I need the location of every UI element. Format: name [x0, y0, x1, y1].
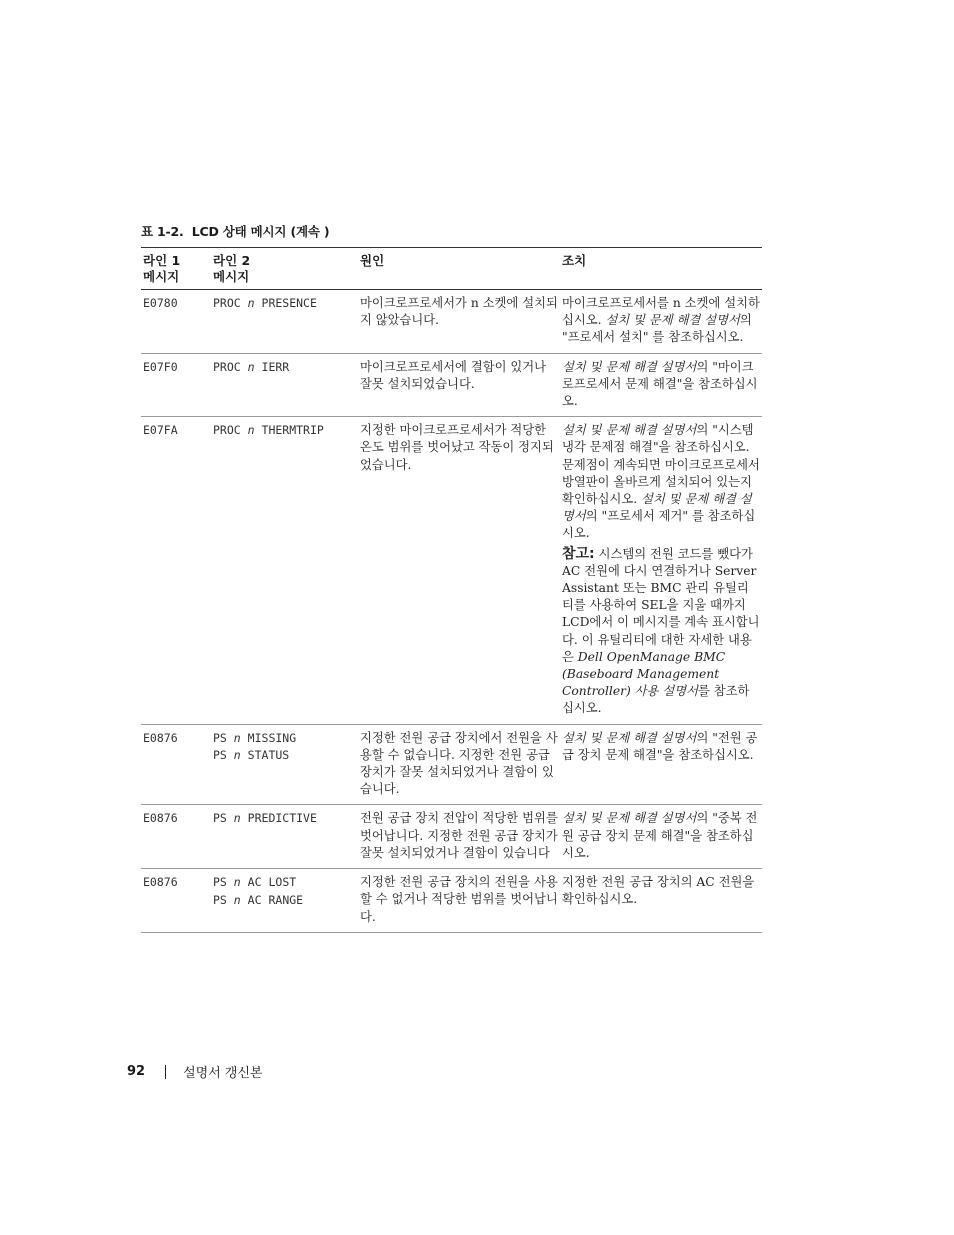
- message-code: E0876: [141, 724, 211, 805]
- table-caption: [141, 222, 329, 240]
- action-paragraph: [562, 295, 760, 347]
- text-part: 지정한 전원 공급 장치의 AC 전원을 확인하십시오.: [562, 875, 755, 907]
- table-row: [141, 417, 762, 724]
- cause-text-body: 전원 공급 장치 전압이 적당한 범위를 벗어납니다. 지정한 전원 공급 장치가 잘못 설치되었거나 결함이 있습니다: [360, 811, 558, 860]
- lcd-message-line: PS n STATUS: [213, 748, 290, 763]
- lcd-message-line: PROC n IERR: [213, 359, 290, 374]
- table-header-row: [141, 248, 762, 290]
- header-line2-message: 라인 2 메시지: [211, 248, 358, 290]
- action-text: [560, 417, 762, 724]
- action-paragraph: [562, 810, 760, 862]
- lcd-line2-message: [211, 417, 358, 724]
- cause-text-body: 지정한 전원 공급 장치에서 전원을 사용할 수 없습니다. 지정한 전원 공급 장치가 잘못 설치되었거나 결함이 있습니다.: [360, 730, 558, 797]
- cause-text: [358, 353, 560, 417]
- cause-text: [358, 869, 560, 933]
- lcd-message-line: PROC n THERMTRIP: [213, 423, 324, 438]
- action-text: [560, 353, 762, 417]
- message-code: E0780: [141, 290, 211, 354]
- text-part: 를 참조하십시오.: [562, 684, 750, 716]
- lcd-line2-message: [211, 869, 358, 933]
- lcd-line2-message: [211, 724, 358, 805]
- lcd-message-line: PROC n PRESENCE: [213, 296, 317, 310]
- cause-text: [358, 805, 560, 869]
- cause-text-body: 마이크로프로세서가 n 소켓에 설치되지 않았습니다.: [360, 296, 558, 328]
- action-paragraph: [562, 359, 760, 411]
- action-text: [560, 805, 762, 869]
- table-row: [141, 724, 762, 805]
- message-code: E0876: [141, 805, 211, 869]
- action-text: [560, 290, 762, 354]
- doc-reference: Dell OpenManage BMC (Baseboard Management Controller) 사용 설명서: [562, 649, 726, 699]
- action-text: [560, 724, 762, 805]
- doc-reference: 설치 및 문제 해결 설명서: [605, 313, 740, 328]
- text-part: 의 "마이크로프로세서 문제 해결"을 참조하십시오.: [562, 359, 758, 409]
- message-code: E07F0: [141, 353, 211, 417]
- header-cause: 원인: [358, 248, 560, 290]
- lcd-status-table: [141, 247, 762, 933]
- table-row: [141, 353, 762, 417]
- page-number: 92: [127, 1064, 146, 1079]
- cause-text-body: 지정한 전원 공급 장치의 전원을 사용할 수 없거나 적당한 범위를 벗어납니다.: [360, 875, 558, 924]
- message-code: E07FA: [141, 417, 211, 724]
- footer-title: 설명서 갱신본: [183, 1066, 263, 1081]
- text-part: 시스템의 전원 코드를 뺐다가 AC 전원에 다시 연결하거나 Server Assistant 또는 BMC 관리 유틸리티를 사용하여 SEL을 지울 때까지 LCD에서 이 메시지를 계속 표시합니다. 이 유틸리티에 대한 자세한 내용은: [562, 546, 760, 664]
- header-line1-message: 라인 1 메시지: [141, 248, 211, 290]
- note-label: 참고:: [562, 545, 595, 562]
- lcd-message-line: PS n MISSING: [213, 730, 297, 745]
- cause-text: [358, 724, 560, 805]
- doc-reference: 설치 및 문제 해결 설명서: [562, 492, 752, 524]
- table-title: LCD 상태 메시지 (계속 ): [191, 224, 330, 239]
- doc-reference: 설치 및 문제 해결 설명서: [562, 359, 697, 374]
- text-part: 의 "전원 공급 장치 문제 해결"을 참조하십시오.: [562, 730, 758, 762]
- cause-text-body: 마이크로프로세서에 결함이 있거나 잘못 설치되었습니다.: [360, 359, 546, 391]
- doc-reference: 설치 및 문제 해결 설명서: [562, 423, 697, 438]
- page-footer: [127, 1062, 263, 1081]
- action-paragraph: [562, 730, 760, 764]
- table-number: 표 1-2.: [141, 224, 184, 239]
- doc-reference: 설치 및 문제 해결 설명서: [562, 811, 697, 826]
- action-text: [560, 869, 762, 933]
- doc-reference: 설치 및 문제 해결 설명서: [562, 730, 697, 745]
- lcd-line2-message: [211, 290, 358, 354]
- lcd-message-line: PS n AC RANGE: [213, 892, 304, 907]
- lcd-line2-message: [211, 353, 358, 417]
- footer-divider: [165, 1065, 166, 1079]
- cause-text: [358, 290, 560, 354]
- lcd-message-line: PS n AC LOST: [213, 875, 297, 890]
- action-paragraph: [562, 422, 760, 542]
- note-paragraph: [562, 546, 760, 718]
- lcd-message-line: PS n PREDICTIVE: [213, 811, 317, 826]
- text-part: 의 "프로세서 제거" 를 참조하십시오.: [562, 509, 756, 541]
- text-part: 마이크로프로세서를 n 소켓에 설치하십시오.: [562, 296, 760, 328]
- table-row: [141, 290, 762, 354]
- text-part: 의 "중복 전원 공급 장치 문제 해결"을 참조하십시오.: [562, 811, 758, 860]
- text-part: 의 "프로세서 설치" 를 참조하십시오.: [562, 313, 752, 345]
- action-paragraph: [562, 874, 760, 908]
- lcd-line2-message: [211, 805, 358, 869]
- message-code: E0876: [141, 869, 211, 933]
- text-part: 의 "시스템 냉각 문제점 해결"을 참조하십시오. 문제점이 계속되면 마이크로프로세서 방열판이 올바르게 설치되어 있는지 확인하십시오.: [562, 423, 760, 507]
- table-row: [141, 869, 762, 933]
- cause-text: [358, 417, 560, 724]
- cause-text-body: 지정한 마이크로프로세서가 적당한 온도 범위를 벗어났고 작동이 정지되었습니다.: [360, 423, 554, 472]
- header-action: 조치: [560, 248, 762, 290]
- table-row: [141, 805, 762, 869]
